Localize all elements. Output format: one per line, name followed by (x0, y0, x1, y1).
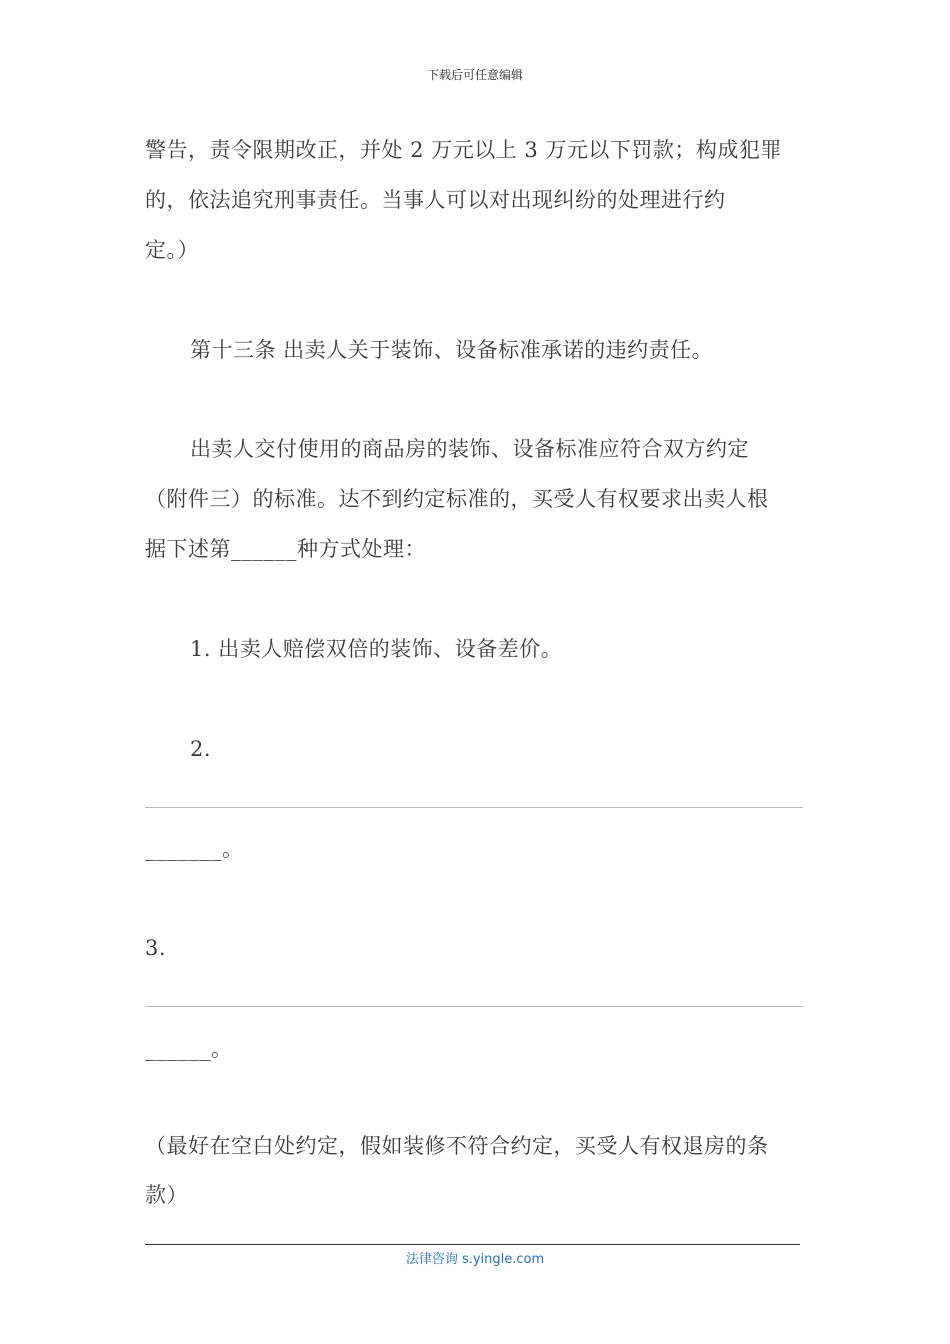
paragraph-line: （最好在空白处约定，假如装修不符合约定，买受人有权退房的条 (145, 1134, 769, 1158)
list-item: 1. 出卖人赔偿双倍的装饰、设备差价。 (190, 637, 563, 661)
paragraph-line: 的，依法追究刑事责任。当事人可以对出现纠纷的处理进行约 (145, 188, 726, 212)
footer-link[interactable]: 法律咨询 s.yingle.com (405, 1252, 545, 1267)
paragraph-line: 定。） (145, 238, 199, 262)
footer-divider (145, 1244, 800, 1245)
paragraph-line: （附件三）的标准。达不到约定标准的，买受人有权要求出卖人根 (145, 487, 769, 511)
header-note: 下载后可任意编辑 (426, 68, 523, 82)
paragraph-line: 出卖人交付使用的商品房的装饰、设备标准应符合双方约定 (190, 437, 749, 461)
blank-fill-line (145, 807, 803, 808)
blank-fill-end: ______。 (145, 1037, 233, 1061)
blank-fill-end: _______。 (145, 837, 244, 861)
list-item-number: 2. (190, 737, 212, 761)
paragraph-line: 款） (145, 1183, 188, 1207)
list-item-number: 3. (145, 936, 167, 960)
article-heading: 第十三条 出卖人关于装饰、设备标准承诺的违约责任。 (190, 338, 714, 362)
blank-fill-line (145, 1006, 803, 1007)
paragraph-line: 警告，责令限期改正，并处 2 万元以上 3 万元以下罚款；构成犯罪 (145, 138, 782, 162)
paragraph-line: 据下述第______种方式处理： (145, 537, 426, 561)
